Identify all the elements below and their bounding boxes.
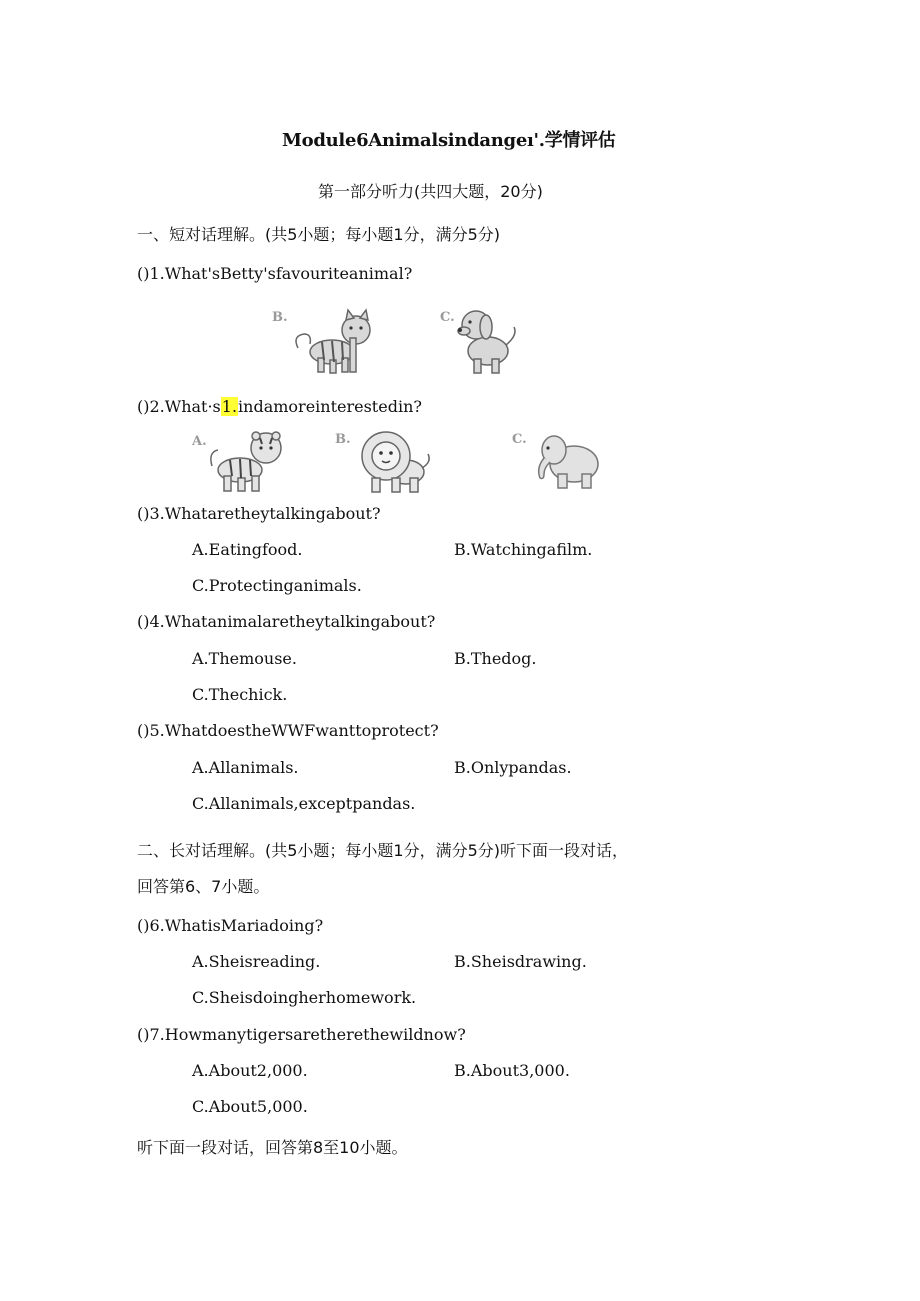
question-1: ()1.What'sBetty'sfavouriteanimal?: [137, 264, 413, 283]
question-2-text-pre: ()2.What·s: [137, 397, 221, 416]
final-instruction: 听下面一段对话，回答第8至10小题。: [137, 1138, 408, 1157]
question-3: ()3.Whataretheytalkingabout?: [137, 504, 381, 523]
q7-option-a: A.About2,000.: [192, 1061, 308, 1080]
question-2: [137, 397, 422, 417]
option-a-label: A.: [192, 434, 207, 449]
q3-option-c: C.Protectinganimals.: [192, 576, 362, 595]
option-b-label: B.: [272, 310, 288, 325]
section2-heading-line2: 回答第6、7小题。: [137, 877, 270, 896]
q6-option-c: C.Sheisdoingherhomework.: [192, 988, 417, 1007]
q5-option-b: B.Onlypandas.: [454, 758, 572, 777]
q3-option-a: A.Eatingfood.: [192, 540, 303, 559]
document-title: Module6Animalsindangeı'.学情评估: [282, 130, 616, 151]
cat-icon: [290, 308, 385, 378]
section1-heading: 一、短对话理解。(共5小题；每小题1分，满分5分): [137, 225, 501, 244]
lion-icon: [352, 426, 434, 496]
q7-option-b: B.About3,000.: [454, 1061, 570, 1080]
q4-option-c: C.Thechick.: [192, 685, 288, 704]
dog-icon: [452, 305, 522, 377]
question-7: ()7.Howmanytigersaretherethewildnow?: [137, 1025, 466, 1044]
highlight-mark: 1.: [221, 397, 238, 416]
q3-option-b: B.Watchingafilm.: [454, 540, 593, 559]
option-c-label: C.: [512, 432, 527, 447]
question-4: ()4.Whatanimalaretheytalkingabout?: [137, 612, 436, 631]
q4-option-b: B.Thedog.: [454, 649, 537, 668]
question-2-text-post: indamoreinterestedin?: [238, 397, 422, 416]
section2-heading: 二、长对话理解。(共5小题；每小题1分，满分5分)听下面一段对话，: [137, 841, 629, 860]
question-5: ()5.WhatdoestheWWFwanttoprotect?: [137, 721, 439, 740]
q5-option-c: C.Allanimals,exceptpandas.: [192, 794, 416, 813]
q5-option-a: A.Allanimals.: [192, 758, 299, 777]
elephant-icon: [532, 428, 604, 494]
q6-option-a: A.Sheisreading.: [192, 952, 321, 971]
q6-option-b: B.Sheisdrawing.: [454, 952, 587, 971]
tiger-icon: [208, 428, 288, 494]
q4-option-a: A.Themouse.: [192, 649, 297, 668]
q7-option-c: C.About5,000.: [192, 1097, 308, 1116]
option-c-label: C.: [440, 310, 455, 325]
option-b-label: B.: [335, 432, 351, 447]
question-6: ()6.WhatisMariadoing?: [137, 916, 324, 935]
part-heading: 第一部分听力(共四大题，20分): [318, 182, 543, 201]
